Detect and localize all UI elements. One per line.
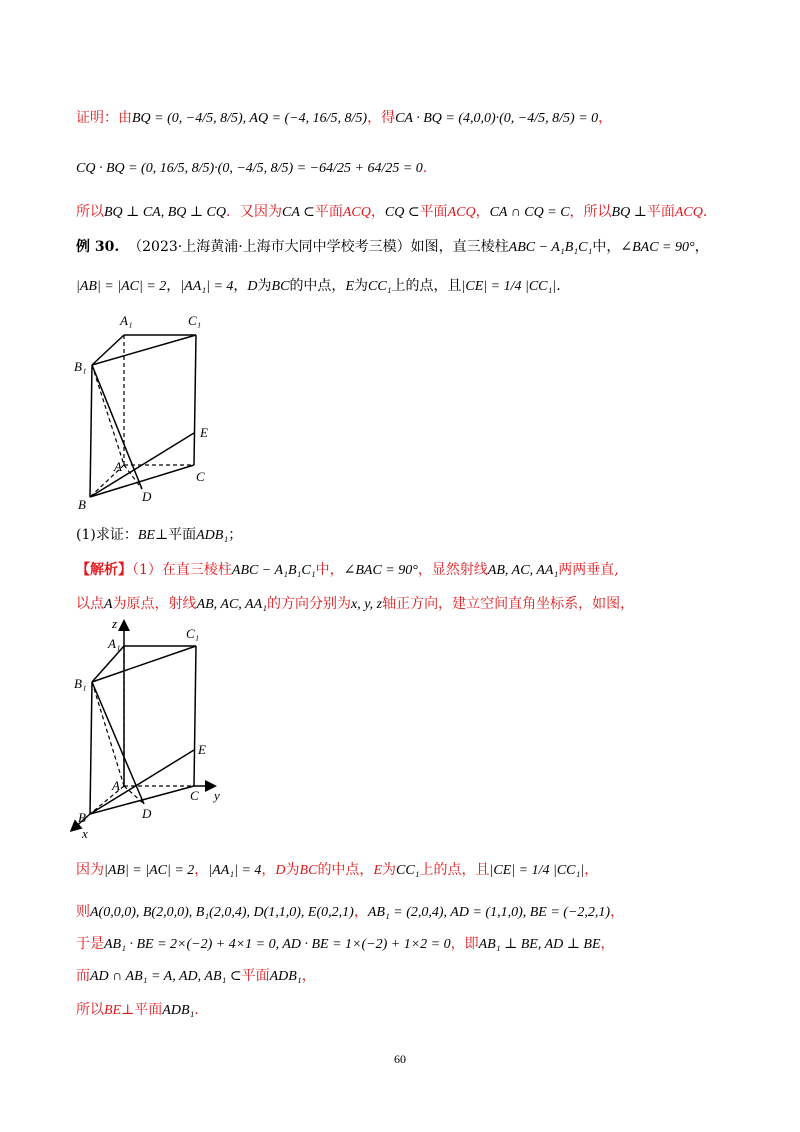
- text: 为原点，射线: [112, 596, 197, 612]
- text: ⊥平面: [121, 1002, 163, 1018]
- math: CA ⊂: [282, 205, 315, 220]
- math: BE: [137, 528, 155, 543]
- math: x, y, z: [351, 597, 383, 612]
- math: AD ∩ AB₁ = A, AD, AB₁ ⊂: [90, 969, 242, 984]
- label-D: D: [142, 806, 152, 821]
- math: AB, AC, AA₁: [487, 563, 559, 578]
- text: 为: [382, 862, 396, 878]
- label-C: C: [196, 469, 205, 484]
- edge-AD-hidden: [124, 786, 144, 804]
- text: （1）在直三棱柱: [132, 562, 232, 578]
- proof-text: 所以: [76, 204, 104, 220]
- math: AB₁ = (2,0,4), AD = (1,1,0), BE = (−2,2,1): [367, 905, 611, 920]
- proof-text: 平面: [419, 204, 448, 220]
- label-E: E: [198, 742, 206, 757]
- math: ADB₁: [269, 969, 302, 984]
- proof-text: 平面: [646, 204, 675, 220]
- proof-text: ，所以: [569, 204, 612, 220]
- label-C1: C₁: [188, 313, 202, 328]
- label-B: B: [78, 810, 86, 825]
- label-C1: C₁: [186, 626, 200, 641]
- math: ACQ: [674, 205, 703, 220]
- label-A: A: [112, 778, 120, 793]
- text: 以点: [76, 596, 104, 612]
- example-label: 例 30.: [76, 239, 120, 255]
- math: CQ ⊂: [384, 205, 420, 220]
- math: |AB| = |AC| = 2: [76, 279, 167, 294]
- edge-BE: [90, 750, 194, 814]
- edge-B1A-hidden: [92, 365, 124, 465]
- math: CC₁: [396, 863, 420, 878]
- math: BQ ⊥: [611, 205, 647, 220]
- dot-product-expression: CA · BQ = (4,0,0)·(0, −4/5, 8/5) = 0: [395, 111, 599, 126]
- text: ，即: [450, 936, 479, 952]
- solution-line-4: [76, 902, 624, 923]
- text: 于是: [76, 936, 104, 952]
- math: BE: [104, 1003, 122, 1018]
- math: |AB| = |AC| = 2: [104, 863, 195, 878]
- dot-product-expression: CQ · BQ = (0, 16/5, 8/5)·(0, −4/5, 8/5) = −64/25 + 64/25 = 0: [76, 161, 423, 176]
- math: BQ ⊥ CA, BQ ⊥ CQ: [104, 205, 226, 220]
- text: 因为: [76, 862, 104, 878]
- label-A: A: [114, 459, 122, 474]
- coordinate-figure: [62, 616, 242, 842]
- math: CC₁: [368, 279, 392, 294]
- math: ∠BAC = 90°: [343, 563, 418, 578]
- text: ，: [166, 278, 181, 294]
- text: 所以: [76, 1002, 104, 1018]
- math: BC: [271, 279, 290, 294]
- label-A1: A₁: [108, 636, 121, 651]
- math: AB, AC, AA₁: [196, 597, 268, 612]
- label-B1: B₁: [74, 359, 87, 374]
- math: A: [104, 597, 113, 612]
- math: ACQ: [342, 205, 371, 220]
- math: ABC − A₁B₁C₁: [231, 563, 316, 578]
- math: ∠BAC = 90°: [620, 240, 695, 255]
- text: ，: [584, 862, 599, 878]
- math: A(0,0,0), B(2,0,0), B₁(2,0,4), D(1,1,0), E(0,2,1): [90, 905, 354, 920]
- proof-text: ．又因为: [226, 204, 282, 220]
- solution-line-3: [76, 860, 598, 881]
- example-conditions: [76, 276, 561, 297]
- text: 则: [76, 904, 90, 920]
- proof-prefix: 证明：由: [76, 110, 132, 126]
- text: 中，: [315, 562, 344, 578]
- text: 轴正方向，建立空间直角坐标系，如图，: [382, 596, 635, 612]
- prism-figure: [70, 305, 240, 515]
- math: E: [345, 279, 354, 294]
- math: CA ∩ CQ = C: [489, 205, 570, 220]
- math: E: [373, 863, 382, 878]
- vector-expression: BQ = (0, −4/5, 8/5), AQ = (−4, 16/5, 8/5): [132, 111, 368, 126]
- text: ，: [301, 968, 316, 984]
- text: ，: [194, 862, 209, 878]
- solution-tag: 【解析】: [76, 562, 132, 578]
- text: 上的点，且: [419, 862, 490, 878]
- math: ADB₁: [162, 1003, 195, 1018]
- text: .: [194, 1002, 199, 1018]
- edge-C1C: [194, 646, 196, 786]
- text: 中，: [592, 239, 621, 255]
- label-B: B: [78, 497, 86, 512]
- text: 而: [76, 968, 90, 984]
- edge-B1B: [90, 682, 92, 814]
- text: 的中点，: [317, 862, 374, 878]
- math: |AA₁| = 4: [180, 279, 234, 294]
- proof-line-3: [76, 202, 717, 223]
- text: 为: [354, 278, 368, 294]
- text: ，: [610, 904, 625, 920]
- edge-B1B: [90, 365, 92, 497]
- text: 为: [257, 278, 272, 294]
- example-source: （2023·上海黄浦·上海市大同中学校考三模）如图，直三棱柱: [128, 239, 509, 255]
- math: |CE| = 1/4 |CC₁|: [461, 279, 557, 294]
- math: ABC − A₁B₁C₁: [508, 240, 593, 255]
- text: ⊥平面: [154, 527, 197, 543]
- math: BC: [299, 863, 318, 878]
- math: ADB₁: [196, 528, 229, 543]
- text: ，: [694, 239, 709, 255]
- question-text: (1)求证：: [76, 527, 138, 543]
- proof-text: ，得: [367, 110, 396, 126]
- edge-B1A-hidden: [92, 682, 124, 786]
- text: 的中点，: [289, 278, 346, 294]
- proof-line-2: [76, 158, 427, 179]
- math: AB₁ ⊥ BE, AD ⊥ BE: [478, 937, 601, 952]
- label-A1: A₁: [120, 313, 133, 328]
- proof-text: 平面: [314, 204, 343, 220]
- math: |AA₁| = 4: [208, 863, 262, 878]
- proof-text: ，: [475, 204, 490, 220]
- page-number: 60: [394, 1052, 406, 1066]
- solution-line-1: [76, 560, 619, 581]
- label-z: z: [112, 616, 118, 631]
- label-x: x: [82, 826, 88, 841]
- text: ，: [600, 936, 615, 952]
- solution-line-6: [76, 966, 316, 987]
- proof-text: ，: [598, 110, 613, 126]
- example-heading: [76, 237, 709, 258]
- text: ，显然射线: [417, 562, 488, 578]
- question-1: [76, 525, 242, 546]
- math: ACQ: [447, 205, 476, 220]
- label-E: E: [200, 425, 208, 440]
- math: D: [247, 279, 258, 294]
- text: .: [556, 278, 561, 294]
- text: 为: [285, 862, 300, 878]
- text: 上的点，且: [391, 278, 462, 294]
- proof-text: .: [422, 160, 428, 176]
- label-B1: B₁: [74, 676, 87, 691]
- proof-text: ．: [702, 204, 717, 220]
- text: 平面: [241, 968, 270, 984]
- text: ，: [261, 862, 276, 878]
- solution-line-7: [76, 1000, 199, 1021]
- text: ；: [228, 527, 243, 543]
- label-D: D: [142, 489, 152, 504]
- proof-text: ，: [370, 204, 385, 220]
- text: ，: [353, 904, 368, 920]
- text: ，: [233, 278, 248, 294]
- solution-line-5: [76, 934, 615, 955]
- math: |CE| = 1/4 |CC₁|: [489, 863, 585, 878]
- text: 的方向分别为: [267, 596, 352, 612]
- math: D: [275, 863, 286, 878]
- text: 两两垂直,: [558, 562, 619, 578]
- edge-C1C: [194, 335, 196, 465]
- solution-line-2: [76, 594, 634, 615]
- label-C: C: [190, 788, 199, 803]
- label-y: y: [214, 788, 220, 803]
- proof-line-1: [76, 108, 612, 129]
- math: AB₁ · BE = 2×(−2) + 4×1 = 0, AD · BE = 1×(−2) + 1×2 = 0: [104, 937, 451, 952]
